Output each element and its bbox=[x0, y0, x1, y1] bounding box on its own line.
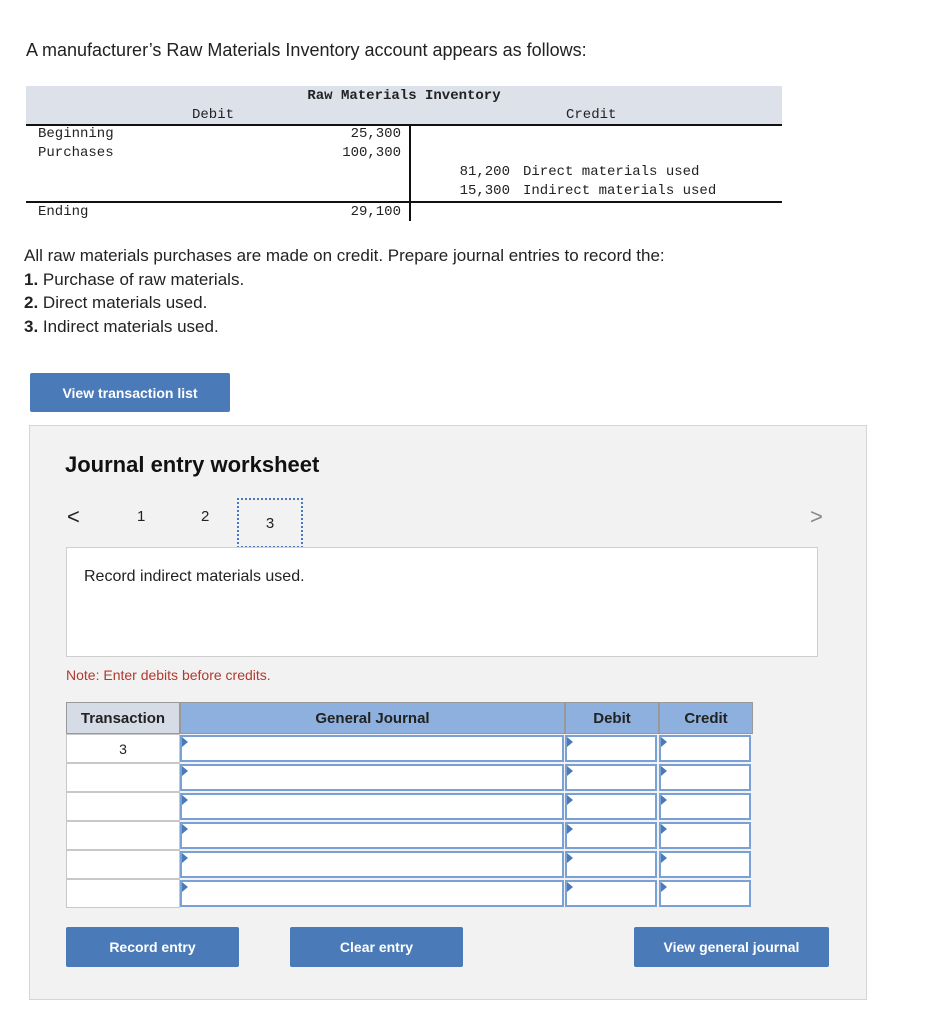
instructions-text: All raw materials purchases are made on credit. Prepare journal entries to record the: bbox=[24, 246, 665, 265]
instruction-item bbox=[24, 291, 665, 315]
dropdown-marker-icon bbox=[661, 824, 667, 834]
step-3-label: 3 bbox=[265, 514, 275, 532]
header-debit: Debit bbox=[565, 702, 659, 734]
account-input[interactable] bbox=[180, 764, 564, 791]
account-input[interactable] bbox=[180, 822, 564, 849]
instruction-item bbox=[24, 315, 665, 339]
credit-input[interactable] bbox=[659, 851, 751, 878]
clear-entry-button[interactable]: Clear entry bbox=[290, 927, 463, 967]
credit-row-amount: 15,300 bbox=[459, 183, 510, 199]
instruction-item bbox=[24, 268, 665, 292]
debit-input[interactable] bbox=[565, 764, 657, 791]
dropdown-marker-icon bbox=[182, 882, 188, 892]
debit-input[interactable] bbox=[565, 793, 657, 820]
intro-text: A manufacturer’s Raw Materials Inventory account appears as follows: bbox=[26, 40, 587, 60]
debit-row-amount: 25,300 bbox=[350, 126, 401, 142]
instructions bbox=[24, 244, 665, 338]
dropdown-marker-icon bbox=[567, 766, 573, 776]
transaction-cell bbox=[66, 763, 180, 792]
dropdown-marker-icon bbox=[661, 882, 667, 892]
account-input[interactable] bbox=[180, 793, 564, 820]
transaction-cell bbox=[66, 792, 180, 821]
debit-input[interactable] bbox=[565, 735, 657, 762]
account-input[interactable] bbox=[180, 880, 564, 907]
dropdown-marker-icon bbox=[567, 882, 573, 892]
dropdown-marker-icon bbox=[661, 795, 667, 805]
credit-row-label: Direct materials used bbox=[523, 164, 700, 180]
header-transaction: Transaction bbox=[66, 702, 180, 734]
transaction-cell bbox=[66, 850, 180, 879]
record-entry-button[interactable]: Record entry bbox=[66, 927, 239, 967]
debit-input[interactable] bbox=[565, 851, 657, 878]
dropdown-marker-icon bbox=[182, 737, 188, 747]
credit-input[interactable] bbox=[659, 764, 751, 791]
step-3-active[interactable] bbox=[237, 498, 303, 548]
dropdown-marker-icon bbox=[567, 824, 573, 834]
credit-row-label: Indirect materials used bbox=[523, 183, 717, 199]
next-step-icon[interactable]: > bbox=[810, 504, 823, 529]
transaction-cell bbox=[66, 879, 180, 908]
instruction-text: Purchase of raw materials. bbox=[42, 269, 245, 289]
dropdown-marker-icon bbox=[182, 824, 188, 834]
debit-row-amount: 100,300 bbox=[342, 145, 401, 161]
debit-row-label: Purchases bbox=[38, 145, 114, 161]
transaction-cell bbox=[66, 734, 180, 763]
debit-input[interactable] bbox=[565, 822, 657, 849]
instruction-num: 1. bbox=[24, 269, 39, 289]
credit-input[interactable] bbox=[659, 735, 751, 762]
t-account-bottom-rule bbox=[26, 201, 782, 203]
dropdown-marker-icon bbox=[182, 853, 188, 863]
ending-label: Ending bbox=[38, 204, 89, 220]
view-transaction-list-button[interactable]: View transaction list bbox=[30, 373, 230, 412]
step-2[interactable]: 2 bbox=[201, 508, 210, 525]
credit-header: Credit bbox=[566, 107, 617, 123]
ending-amount: 29,100 bbox=[350, 204, 401, 220]
dropdown-marker-icon bbox=[661, 766, 667, 776]
instruction-num: 3. bbox=[24, 316, 39, 336]
credit-row-amount: 81,200 bbox=[459, 164, 510, 180]
header-credit: Credit bbox=[659, 702, 753, 734]
t-account-title: Raw Materials Inventory bbox=[307, 88, 501, 104]
dropdown-marker-icon bbox=[567, 737, 573, 747]
dropdown-marker-icon bbox=[567, 795, 573, 805]
account-input[interactable] bbox=[180, 735, 564, 762]
instruction-num: 2. bbox=[24, 293, 39, 312]
dropdown-marker-icon bbox=[182, 795, 188, 805]
debits-note: Note: Enter debits before credits. bbox=[66, 667, 271, 683]
entry-description: Record indirect materials used. bbox=[84, 568, 305, 585]
worksheet-title: Journal entry worksheet bbox=[65, 452, 320, 477]
raw-materials-t-account bbox=[26, 86, 782, 226]
dropdown-marker-icon bbox=[661, 853, 667, 863]
transaction-number: 3 bbox=[119, 741, 127, 757]
debit-header: Debit bbox=[192, 107, 235, 123]
account-input[interactable] bbox=[180, 851, 564, 878]
journal-entry-worksheet bbox=[29, 425, 867, 1000]
header-general-journal: General Journal bbox=[180, 702, 565, 734]
instruction-text: Indirect materials used. bbox=[42, 316, 219, 336]
dropdown-marker-icon bbox=[567, 853, 573, 863]
view-general-journal-button[interactable]: View general journal bbox=[634, 927, 829, 967]
prev-step-icon[interactable]: < bbox=[67, 504, 80, 529]
credit-input[interactable] bbox=[659, 793, 751, 820]
step-1[interactable]: 1 bbox=[137, 508, 146, 525]
t-account-divider bbox=[409, 124, 411, 221]
transaction-cell bbox=[66, 821, 180, 850]
t-account-top-rule bbox=[26, 124, 782, 126]
dropdown-marker-icon bbox=[661, 737, 667, 747]
credit-input[interactable] bbox=[659, 822, 751, 849]
debit-input[interactable] bbox=[565, 880, 657, 907]
credit-input[interactable] bbox=[659, 880, 751, 907]
debit-row-label: Beginning bbox=[38, 126, 114, 142]
dropdown-marker-icon bbox=[182, 766, 188, 776]
instruction-text: Direct materials used. bbox=[42, 293, 208, 312]
entry-description-box bbox=[66, 547, 818, 657]
